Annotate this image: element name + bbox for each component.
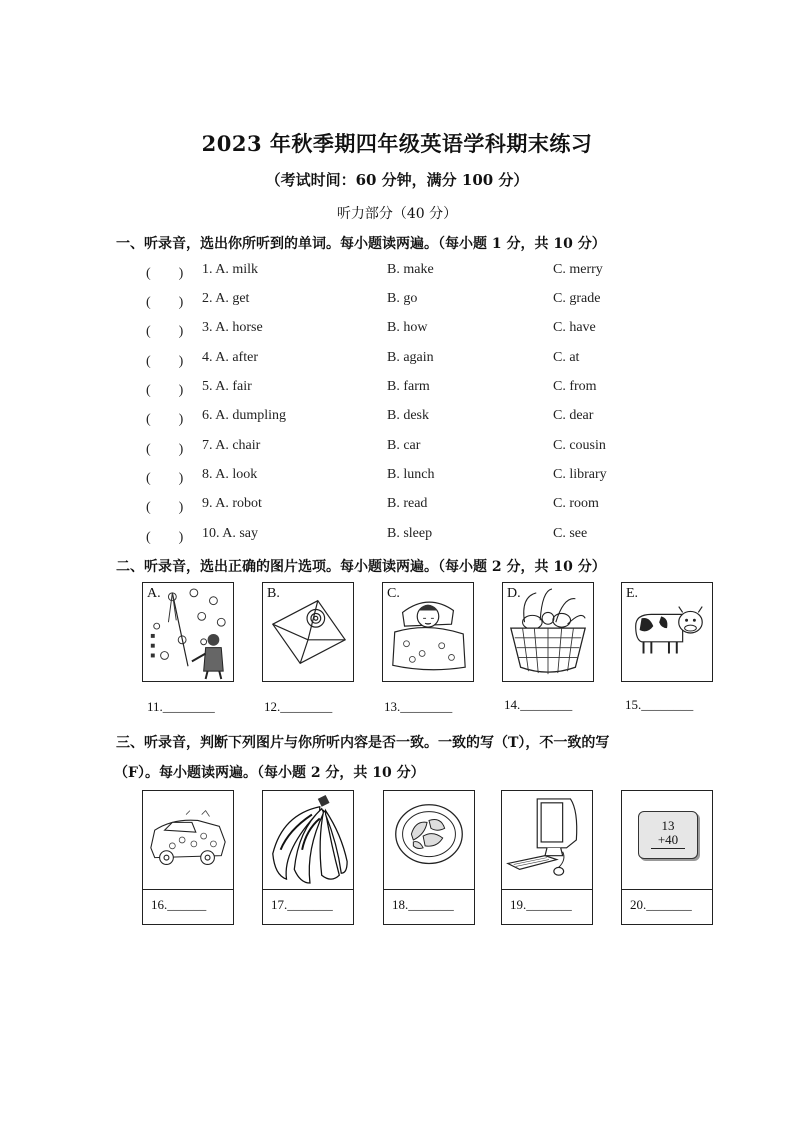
picture-19: [501, 790, 593, 890]
option-a: 9. A. robot: [202, 496, 262, 511]
answer-blank[interactable]: 16.______: [142, 889, 234, 925]
option-c: C. cousin: [553, 438, 606, 453]
answer-paren[interactable]: ( ): [146, 530, 184, 545]
option-c: C. grade: [553, 291, 601, 306]
picture-17: [262, 790, 354, 890]
option-c: C. from: [553, 379, 597, 394]
part-heading: 听力部分（40 分）: [336, 206, 458, 222]
option-b: B. go: [387, 291, 418, 306]
option-c: C. merry: [553, 262, 603, 277]
option-c: C. at: [553, 350, 580, 365]
answer-blank[interactable]: 11.________: [147, 699, 215, 714]
option-b: B. read: [387, 496, 428, 511]
option-b: B. how: [387, 320, 428, 335]
answer-blank[interactable]: 12.________: [264, 699, 333, 714]
option-b: B. car: [387, 438, 421, 453]
option-a: 1. A. milk: [202, 262, 259, 277]
answer-blank[interactable]: 19._______: [501, 889, 593, 925]
answer-paren[interactable]: ( ): [146, 354, 184, 369]
section3-heading-line1: 三、听录音，判断下列图片与你所听内容是否一致。一致的写（T），不一致的写: [116, 735, 610, 751]
section1-heading: 一、听录音，选出你所听到的单词。每小题读两遍。（每小题 1 分，共 10 分）: [116, 236, 606, 252]
toy-car-icon: [143, 791, 233, 889]
answer-paren[interactable]: ( ): [146, 442, 184, 457]
option-a: 4. A. after: [202, 350, 258, 365]
picture-letter: D.: [507, 586, 521, 601]
picture-letter: A.: [147, 586, 161, 601]
option-a: 3. A. horse: [202, 320, 263, 335]
answer-paren[interactable]: ( ): [146, 471, 184, 486]
section2-heading: 二、听录音，选出正确的图片选项。每小题读两遍。（每小题 2 分，共 10 分）: [116, 559, 606, 575]
picture-18: [383, 790, 475, 890]
page-title: 2023 年秋季期四年级英语学科期末练习: [201, 131, 593, 156]
option-b: B. lunch: [387, 467, 435, 482]
option-a: 5. A. fair: [202, 379, 252, 394]
option-a: 7. A. chair: [202, 438, 261, 453]
salad-plate-icon: [384, 791, 474, 889]
picture-c: [382, 582, 474, 682]
answer-blank[interactable]: 17._______: [262, 889, 354, 925]
answer-paren[interactable]: ( ): [146, 324, 184, 339]
picture-a: [142, 582, 234, 682]
picture-e: [621, 582, 713, 682]
picture-d: [502, 582, 594, 682]
page-subtitle: （考试时间：60 分钟，满分 100 分）: [265, 171, 529, 189]
answer-paren[interactable]: ( ): [146, 295, 184, 310]
answer-blank[interactable]: 18._______: [383, 889, 475, 925]
answer-paren[interactable]: ( ): [146, 412, 184, 427]
option-a: 10. A. say: [202, 526, 258, 541]
option-c: C. dear: [553, 408, 594, 423]
computer-icon: [502, 791, 592, 889]
card-sum-line: [651, 848, 685, 849]
option-a: 2. A. get: [202, 291, 250, 306]
math-card-icon: [638, 811, 698, 859]
picture-20: [621, 790, 713, 890]
option-b: B. farm: [387, 379, 430, 394]
option-c: C. library: [553, 467, 607, 482]
answer-blank[interactable]: 20._______: [621, 889, 713, 925]
answer-blank[interactable]: 13.________: [384, 699, 453, 714]
card-bottom-number: +40: [657, 832, 679, 847]
picture-letter: B.: [267, 586, 280, 601]
option-b: B. desk: [387, 408, 429, 423]
option-b: B. make: [387, 262, 434, 277]
picture-letter: C.: [387, 586, 400, 601]
option-c: C. see: [553, 526, 588, 541]
bananas-icon: [263, 791, 353, 889]
option-c: C. room: [553, 496, 599, 511]
card-top-number: 13: [661, 818, 675, 833]
option-b: B. sleep: [387, 526, 433, 541]
picture-letter: E.: [626, 586, 639, 601]
option-a: 6. A. dumpling: [202, 408, 287, 423]
answer-paren[interactable]: ( ): [146, 500, 184, 515]
answer-blank[interactable]: 15.________: [625, 697, 694, 712]
option-a: 8. A. look: [202, 467, 258, 482]
picture-b: [262, 582, 354, 682]
section3-heading-line2: （F）。每小题读两遍。（每小题 2 分，共 10 分）: [114, 765, 425, 781]
option-b: B. again: [387, 350, 434, 365]
picture-16: [142, 790, 234, 890]
option-c: C. have: [553, 320, 596, 335]
answer-paren[interactable]: ( ): [146, 266, 184, 281]
answer-paren[interactable]: ( ): [146, 383, 184, 398]
answer-blank[interactable]: 14.________: [504, 697, 573, 712]
